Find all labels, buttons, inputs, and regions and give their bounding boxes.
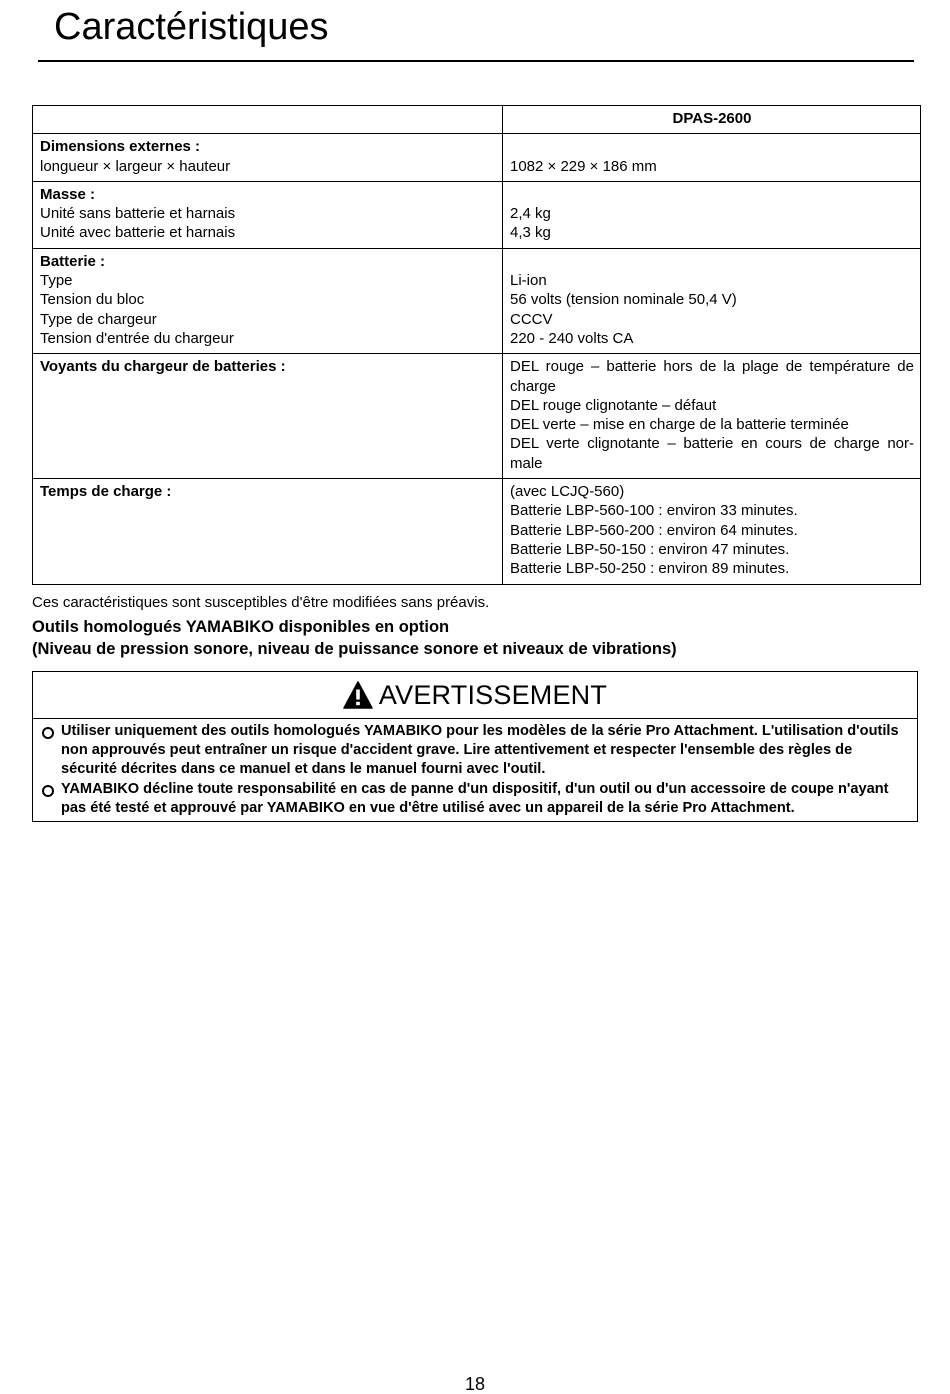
specs-change-note: Ces caractéristiques sont susceptibles d'être modifiées sans préavis. bbox=[32, 594, 490, 611]
warning-list bbox=[33, 719, 917, 818]
spec-value: Batterie LBP-50-250 : environ 89 minutes. bbox=[510, 560, 790, 578]
spec-label: Dimensions externes : bbox=[40, 138, 201, 156]
specifications-table bbox=[32, 105, 921, 585]
warning-heading: AVERTISSEMENT bbox=[378, 679, 608, 710]
warning-header bbox=[33, 672, 917, 719]
spec-label: Masse : bbox=[40, 185, 96, 203]
spec-label-cell bbox=[33, 479, 503, 584]
spec-value: (avec LCJQ-560) bbox=[510, 483, 625, 501]
spec-label-cell bbox=[33, 181, 503, 248]
table-row bbox=[33, 134, 921, 182]
spec-value: 220 - 240 volts CA bbox=[510, 329, 634, 347]
spec-label: Batterie : bbox=[40, 252, 106, 270]
table-row bbox=[33, 479, 921, 584]
list-item bbox=[41, 780, 911, 818]
spec-label: Temps de charge : bbox=[40, 483, 172, 501]
spec-value: Batterie LBP-560-200 : environ 64 minutes. bbox=[510, 521, 798, 539]
optional-tools-heading bbox=[32, 617, 677, 660]
warning-text: Utiliser uniquement des outils homologués YAMABIKO pour les modèles de la série Pro Attachment. L'utilisation d'outils non approuvés peut entraîner un risque d'accident grave. Lire attentivement et respecter l'ensemble des règles de sécurité décrites dans ce manuel et dans le manuel fourni avec l'outil. bbox=[61, 723, 899, 778]
warning-box bbox=[32, 671, 918, 822]
table-header-row bbox=[33, 106, 921, 134]
spec-value: 2,4 kg bbox=[510, 205, 551, 223]
spec-value-cell bbox=[503, 134, 921, 182]
spec-value: Batterie LBP-560-100 : environ 33 minutes. bbox=[510, 502, 798, 520]
warning-text: YAMABIKO décline toute responsabilité en cas de panne d'un dispositif, d'un outil ou d'un accessoire de coupe n'ayant pas été testé et approuvé par YAMABIKO en vue d'être utilisé avec un appareil de la série Pro Attachment. bbox=[61, 780, 889, 816]
page-number: 18 bbox=[464, 1374, 486, 1394]
spec-value: 56 volts (tension nominale 50,4 V) bbox=[510, 291, 737, 309]
warning-triangle-icon bbox=[343, 681, 373, 709]
page-title: Caractéristiques bbox=[54, 6, 329, 48]
spec-sublabel: Unité sans batterie et harnais bbox=[40, 205, 236, 223]
spec-value: DEL rouge – batterie hors de la plage de température de charge bbox=[510, 358, 914, 395]
spec-sublabel: Type bbox=[40, 272, 73, 290]
spec-value: 1082 × 229 × 186 mm bbox=[510, 157, 657, 175]
model-header: DPAS-2600 bbox=[503, 106, 921, 134]
list-item bbox=[41, 722, 911, 780]
optional-tools-subtitle: (Niveau de pression sonore, niveau de puissance sonore et niveaux de vibrations) bbox=[32, 639, 677, 658]
bullet-circle-icon bbox=[42, 785, 54, 797]
table-row bbox=[33, 181, 921, 248]
spec-value: DEL verte – mise en charge de la batterie terminée bbox=[510, 416, 849, 434]
spec-value-cell bbox=[503, 479, 921, 584]
spec-value: Batterie LBP-50-150 : environ 47 minutes. bbox=[510, 540, 790, 558]
spec-label-cell bbox=[33, 134, 503, 182]
spec-label-cell bbox=[33, 354, 503, 479]
spec-sublabel: Tension du bloc bbox=[40, 291, 145, 309]
spec-sublabel: Unité avec batterie et harnais bbox=[40, 224, 236, 242]
spec-value: DEL rouge clignotante – défaut bbox=[510, 396, 717, 414]
spec-sublabel: longueur × largeur × hauteur bbox=[40, 157, 231, 175]
spec-value: 4,3 kg bbox=[510, 224, 551, 242]
spec-value-cell bbox=[503, 354, 921, 479]
title-divider bbox=[38, 60, 914, 62]
spec-value-cell bbox=[503, 248, 921, 353]
spec-label-cell bbox=[33, 248, 503, 353]
spec-sublabel: Tension d'entrée du chargeur bbox=[40, 329, 234, 347]
spec-value: CCCV bbox=[510, 310, 553, 328]
spec-value-cell bbox=[503, 181, 921, 248]
bullet-circle-icon bbox=[42, 727, 54, 739]
spec-sublabel: Type de chargeur bbox=[40, 310, 157, 328]
spec-value: DEL verte clignotante – batterie en cours de charge nor-male bbox=[510, 435, 914, 472]
table-row bbox=[33, 354, 921, 479]
spec-label: Voyants du chargeur de batteries : bbox=[40, 358, 286, 376]
header-empty-cell bbox=[33, 106, 503, 134]
table-row bbox=[33, 248, 921, 353]
spec-value: Li-ion bbox=[510, 272, 547, 290]
optional-tools-title: Outils homologués YAMABIKO disponibles en option bbox=[32, 618, 450, 636]
